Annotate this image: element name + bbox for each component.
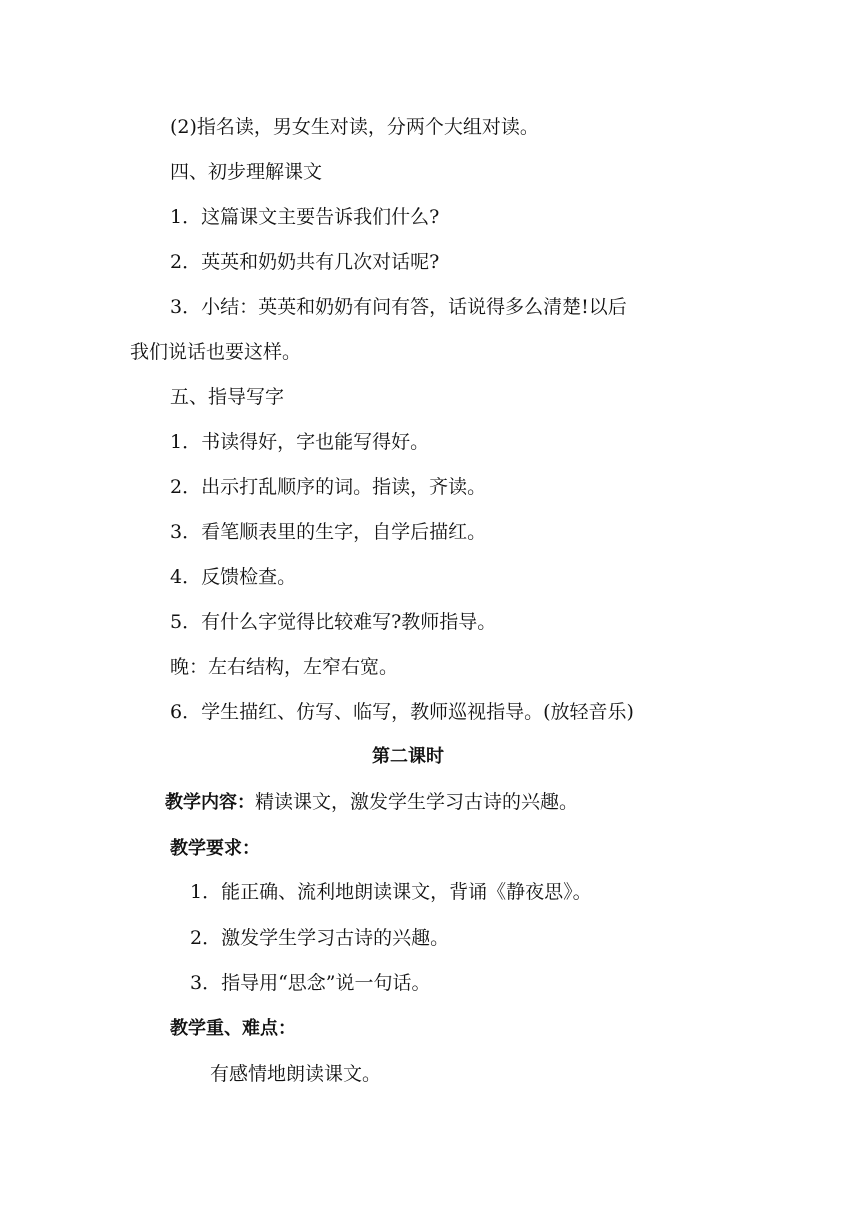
section-heading: 五、指导写字 xyxy=(170,386,285,408)
content-row xyxy=(165,790,578,815)
list-item: 3．小结：英英和奶奶有问有答，话说得多么清楚!以后 xyxy=(170,296,627,318)
keypoints-text: 有感情地朗读课文。 xyxy=(210,1063,382,1085)
requirements-label: 教学要求： xyxy=(170,838,260,859)
paragraph-line: (2)指名读，男女生对读，分两个大组对读。 xyxy=(170,116,539,138)
content-text: 精读课文，激发学生学习古诗的兴趣。 xyxy=(255,791,579,813)
list-item-continuation: 我们说话也要这样。 xyxy=(130,341,302,363)
paragraph-line: 晚：左右结构，左窄右宽。 xyxy=(170,656,399,678)
section-heading: 四、初步理解课文 xyxy=(170,161,323,183)
content-label: 教学内容： xyxy=(165,792,255,813)
list-item: 5．有什么字觉得比较难写?教师指导。 xyxy=(170,611,497,633)
list-item: 2．英英和奶奶共有几次对话呢? xyxy=(170,251,440,273)
requirement-item: 2．激发学生学习古诗的兴趣。 xyxy=(190,927,450,949)
list-item: 6．学生描红、仿写、临写，教师巡视指导。(放轻音乐) xyxy=(170,701,634,723)
list-item: 4．反馈检查。 xyxy=(170,566,297,588)
requirement-item: 3．指导用“思念”说一句话。 xyxy=(190,972,431,994)
list-item: 2．出示打乱顺序的词。指读，齐读。 xyxy=(170,476,487,498)
list-item: 1．书读得好，字也能写得好。 xyxy=(170,431,430,453)
section-title: 第二课时 xyxy=(372,746,444,767)
list-item: 3．看笔顺表里的生字，自学后描红。 xyxy=(170,521,487,543)
requirement-item: 1．能正确、流利地朗读课文，背诵《静夜思》。 xyxy=(190,881,592,903)
keypoints-label: 教学重、难点： xyxy=(170,1018,296,1039)
list-item: 1．这篇课文主要告诉我们什么? xyxy=(170,206,440,228)
